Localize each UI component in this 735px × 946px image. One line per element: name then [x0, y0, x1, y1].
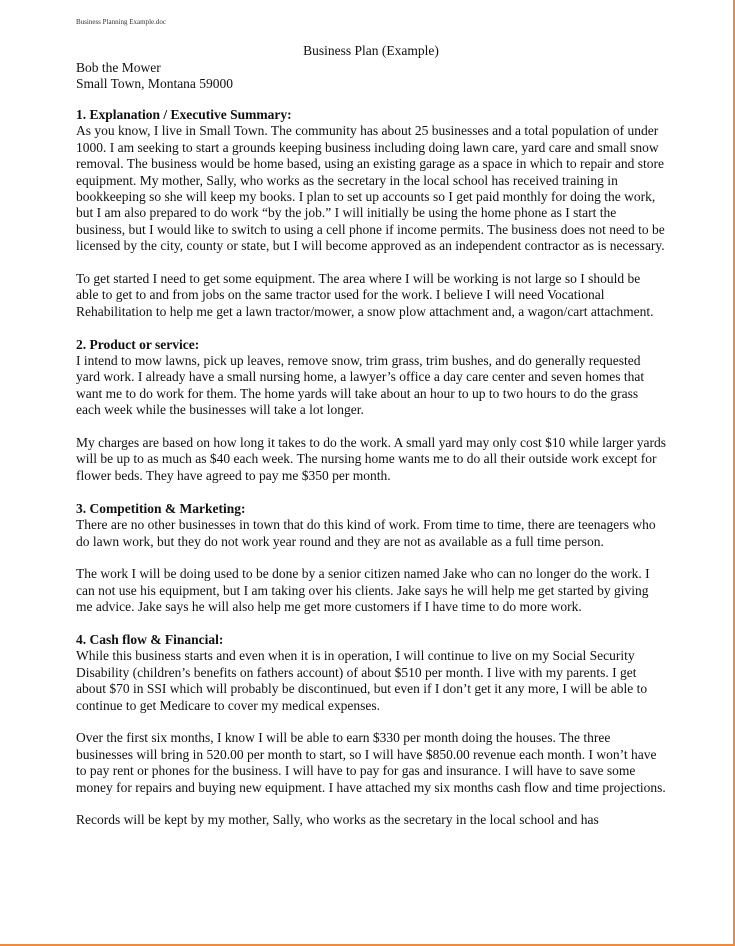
- paragraph: There are no other businesses in town that do this kind of work. From time to time, there are teenagers who do lawn work, but they do not work year round and they are not as available as a full time person.: [76, 517, 656, 549]
- paragraph: I intend to mow lawns, pick up leaves, remove snow, trim grass, trim bushes, and do generally requested yard work. I already have a small nursing home, a lawyer’s office a day care center and seven homes that want me to do work for them. The home yards will take about an hour to up to two hours to do the grass each week while the businesses will take a lot longer.: [76, 353, 645, 418]
- paragraph: Over the first six months, I know I will be able to earn $330 per month doing the houses. The three businesses will bring in 520.00 per month to start, so I will have $850.00 revenue each month. I won’t have to pay rent or phones for the business. I will have to pay for gas and insurance. I will have to save some money for repairs and buying new equipment. I have attached my six months cash flow and time projections.: [76, 730, 666, 795]
- document-filename: Business Planning Example.doc: [76, 18, 167, 26]
- section-heading: 1. Explanation / Executive Summary:: [76, 107, 292, 122]
- page-title: Business Plan (Example): [303, 43, 439, 58]
- section-competition-marketing: [76, 501, 666, 616]
- paragraph: The work I will be doing used to be done by a senior citizen named Jake who can no longer do the work. I can not use his equipment, but I am taking over his clients. Jake says he will help me get started by giving me advice. Jake says he will also help me get more customers if I have time to do more work.: [76, 566, 650, 615]
- section-heading: 4. Cash flow & Financial:: [76, 631, 224, 647]
- document-body: [76, 107, 666, 845]
- address-block: [76, 60, 233, 93]
- section-heading: 2. Product or service:: [76, 336, 200, 352]
- paragraph: To get started I need to get some equipment. The area where I will be working is not large so I should be able to get to and from jobs on the same tractor used for the work. I believe I will need Vocational Rehabilitation to help me get a lawn tractor/mower, a snow plow attachment and, a wagon/cart attachment.: [76, 271, 654, 319]
- address-line-1: Bob the Mower: [76, 60, 161, 75]
- address-line-2: Small Town, Montana 59000: [76, 76, 234, 92]
- section-executive-summary: [76, 107, 666, 320]
- section-product-service: [76, 337, 666, 485]
- paragraph: While this business starts and even when it is in operation, I will continue to live on my Social Security Disability (children’s benefits on fathers account) of about $510 per month. I live with my parents. I get about $70 in SSI which will probably be discontinued, but even if I don’t get it any more, I will be able to continue to get Medicare to cover my medical expenses.: [76, 648, 648, 713]
- paragraph: Records will be kept by my mother, Sally, who works as the secretary in the local school and has: [76, 812, 599, 828]
- section-cash-flow-financial: [76, 632, 666, 829]
- paragraph: As you know, I live in Small Town. The community has about 25 businesses and a total population of under 1000. I am seeking to start a grounds keeping business including doing lawn care, yard care and small snow removal. The business would be home based, using an existing garage as a space in which to repair and store equipment. My mother, Sally, who works as the secretary in the local school has received training in bookkeeping so she will keep my books. I plan to set up accounts so I get paid monthly for doing the work, but I am also prepared to do work “by the job.” I will initially be using the home phone as I start the business, but I would like to switch to using a cell phone if income permits. The business does not need to be licensed by the city, county or state, but I will become approved as an independent contractor as is necessary.: [76, 123, 665, 254]
- section-heading: 3. Competition & Marketing:: [76, 500, 246, 516]
- paragraph: My charges are based on how long it takes to do the work. A small yard may only cost $10 while larger yards will be up to as much as $40 each week. The nursing home wants me to do all their outside work except for flower beds. They have agreed to pay me $350 per month.: [76, 435, 667, 483]
